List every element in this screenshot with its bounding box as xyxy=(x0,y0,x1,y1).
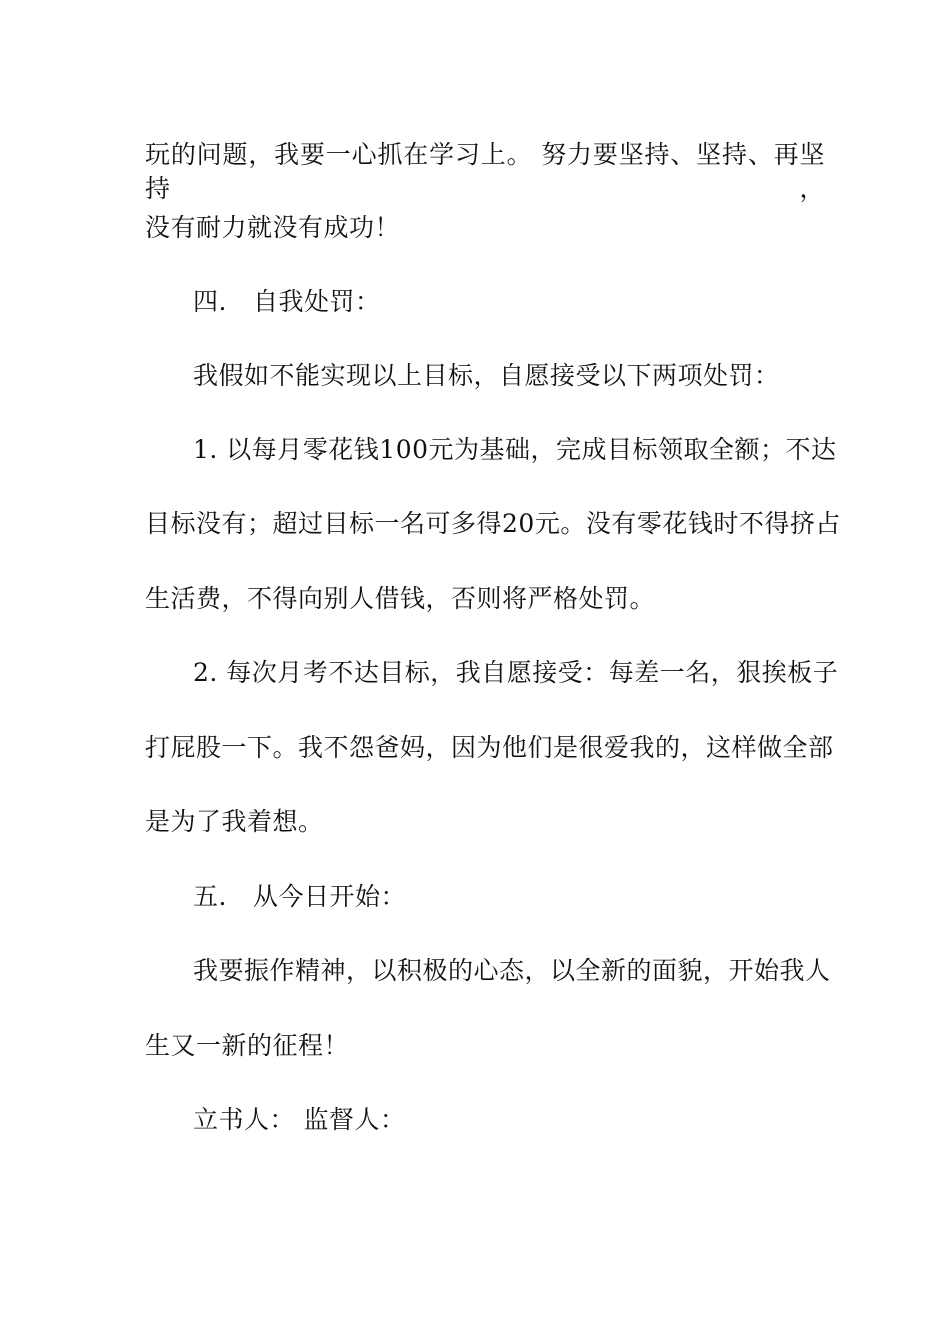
paragraph-line: 没有耐力就没有成功！ xyxy=(145,213,401,242)
paragraph-line: 目标没有；超过目标一名可多得20元。没有零花钱时不得挤占 xyxy=(145,509,841,538)
paragraph-line: 生又一新的征程！ xyxy=(145,1031,350,1060)
paragraph-line: 我假如不能实现以上目标，自愿接受以下两项处罚： xyxy=(193,361,780,390)
signature-line: 立书人： 监督人： xyxy=(193,1105,406,1134)
paragraph-line: 玩的问题，我要一心抓在学习上。 努力要坚持、坚持、再坚持， xyxy=(145,140,825,203)
paragraph-line: 1. 以每月零花钱100元为基础，完成目标领取全额；不达 xyxy=(193,435,837,464)
section-heading-4 xyxy=(193,285,873,319)
section-title: 从今日开始： xyxy=(253,882,407,911)
paragraph-line: 打屁股一下。我不怨爸妈，因为他们是很爱我的，这样做全部 xyxy=(145,733,834,762)
section-number: 五. xyxy=(193,882,227,911)
paragraph-line: 2. 每次月考不达目标，我自愿接受：每差一名，狠挨板子 xyxy=(193,658,839,687)
paragraph-line: 生活费，不得向别人借钱，否则将严格处罚。 xyxy=(145,584,656,613)
section-heading-5 xyxy=(193,880,873,914)
paragraph-line: 是为了我着想。 xyxy=(145,807,324,836)
section-number: 四. xyxy=(193,287,227,316)
section-title: 自我处罚： xyxy=(253,287,381,316)
paragraph-line: 我要振作精神，以积极的心态，以全新的面貌，开始我人 xyxy=(193,956,831,985)
